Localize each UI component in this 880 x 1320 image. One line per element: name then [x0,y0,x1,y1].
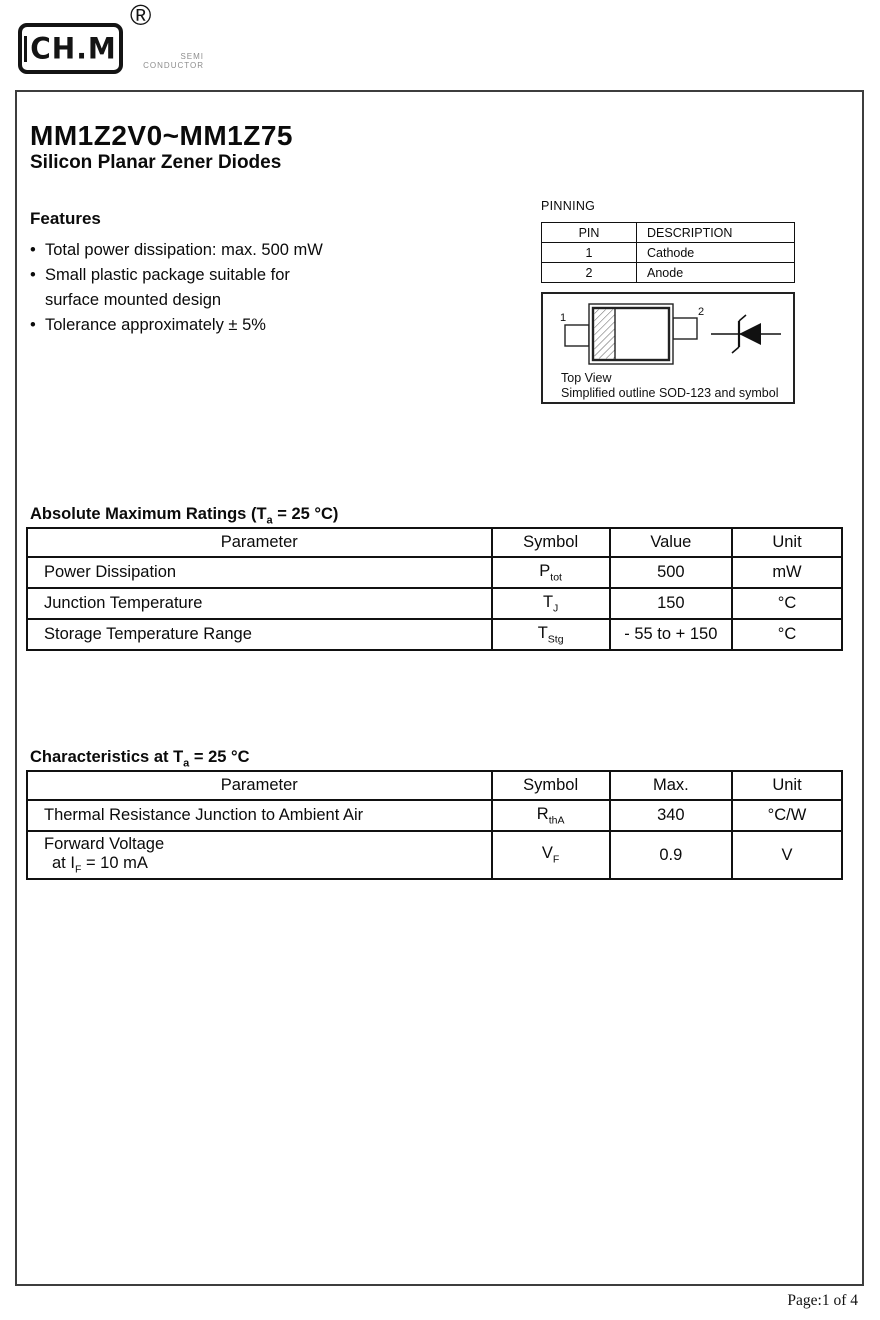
unit-cell: °C [732,619,842,650]
table-row [27,557,842,588]
symbol-cell [492,831,610,879]
characteristics-table [26,770,843,880]
symbol-base: R [536,804,549,823]
parameter-cell: Thermal Resistance Junction to Ambient Air [27,800,492,831]
table-row [27,619,842,650]
parameter-column-header: Parameter [27,771,492,800]
pin1-lead [565,325,589,346]
part-description-subtitle: Silicon Planar Zener Diodes [30,152,282,173]
table-header-row [27,771,842,800]
symbol-cell [492,619,610,650]
pin-description: Cathode [637,243,795,263]
characteristics-heading [30,748,250,769]
pin2-lead [673,318,697,339]
symbol-subscript: thA [548,814,565,827]
abs-max-ratings-heading [30,505,338,526]
value-cell: - 55 to + 150 [610,619,732,650]
features-heading: Features [30,209,101,228]
parameter-line2 [44,854,491,875]
feature-item-continuation [30,288,390,313]
brand-tagline-line1: SEMI [180,52,204,61]
table-row [27,800,842,831]
symbol-base: V [541,844,553,863]
symbol-base: P [539,561,551,580]
symbol-subscript: J [553,602,559,615]
symbol-base: T [537,623,548,642]
heading-text: Absolute Maximum Ratings (T [30,505,267,523]
value-cell: 340 [610,800,732,831]
heading-text: = 25 °C [189,748,250,766]
feature-item [30,263,390,288]
symbol-cell [492,800,610,831]
unit-cell: mW [732,557,842,588]
description-column-header: DESCRIPTION [637,223,795,243]
condition-text: = 10 mA [81,853,148,872]
pin-number: 1 [542,243,637,263]
feature-text: Total power dissipation: max. 500 mW [45,241,323,259]
brand-logo [18,2,238,82]
symbol-cell [492,557,610,588]
pin1-label: 1 [560,312,567,324]
logo-bar-decoration [24,36,27,62]
table-row [542,243,795,263]
parameter-cell: Power Dissipation [27,557,492,588]
registered-trademark-icon: ® [130,0,152,32]
pin-description: Anode [637,263,795,283]
table-row [27,588,842,619]
features-section [30,209,390,338]
symbol-subscript: tot [550,571,562,584]
symbol-column-header: Symbol [492,771,610,800]
feature-item [30,313,390,338]
part-number-title: MM1Z2V0~MM1Z75 [30,120,293,151]
heading-subscript: a [183,757,190,770]
diagram-caption-line2: Simplified outline SOD-123 and symbol [561,386,779,400]
pin2-label: 2 [698,306,705,318]
feature-text: Tolerance approximately ± 5% [45,316,266,334]
abs-max-ratings-table [26,527,843,651]
feature-text: Small plastic package suitable for [45,266,290,284]
value-cell: 150 [610,588,732,619]
condition-subscript: F [74,863,82,876]
package-outline-diagram [541,292,795,404]
heading-text: = 25 °C) [272,505,339,523]
sod-123-outline-drawing [543,294,793,402]
bullet-icon: • [30,316,36,334]
heading-text: Characteristics at T [30,748,184,766]
bullet-spacer [30,288,45,313]
parameter-cell: Storage Temperature Range [27,619,492,650]
brand-logo-box [18,23,123,74]
symbol-subscript: Stg [547,633,564,646]
parameter-cell [27,831,492,879]
condition-text: at I [52,853,75,872]
brand-tagline-line2: CONDUCTOR [143,61,204,70]
brand-tagline [136,52,204,70]
pin-column-header: PIN [542,223,637,243]
symbol-cell [492,588,610,619]
page-number: Page:1 of 4 [787,1292,858,1309]
cathode-band-hatch [595,310,616,359]
pinning-section [541,199,795,283]
max-column-header: Max. [610,771,732,800]
bullet-icon: • [30,266,36,284]
datasheet-frame [15,90,864,1286]
feature-text: surface mounted design [45,291,222,309]
value-cell: 0.9 [610,831,732,879]
table-row [27,831,842,879]
table-header-row [27,528,842,557]
unit-column-header: Unit [732,771,842,800]
value-cell: 500 [610,557,732,588]
zener-diode-symbol [711,315,781,353]
unit-cell: V [732,831,842,879]
bullet-icon: • [30,241,36,259]
symbol-subscript: F [552,853,560,866]
value-column-header: Value [610,528,732,557]
unit-cell: °C/W [732,800,842,831]
parameter-cell: Junction Temperature [27,588,492,619]
table-row [542,263,795,283]
pinning-header-row [542,223,795,243]
unit-column-header: Unit [732,528,842,557]
parameter-line1: Forward Voltage [44,834,165,853]
brand-logo-text: CH.M [30,31,117,66]
heading-subscript: a [266,514,273,527]
pinning-table [541,222,795,283]
feature-item [30,238,390,263]
pinning-label: PINNING [541,199,596,213]
parameter-column-header: Parameter [27,528,492,557]
pin-number: 2 [542,263,637,283]
symbol-column-header: Symbol [492,528,610,557]
diagram-caption-line1: Top View [561,371,612,385]
unit-cell: °C [732,588,842,619]
symbol-base: T [542,592,554,611]
